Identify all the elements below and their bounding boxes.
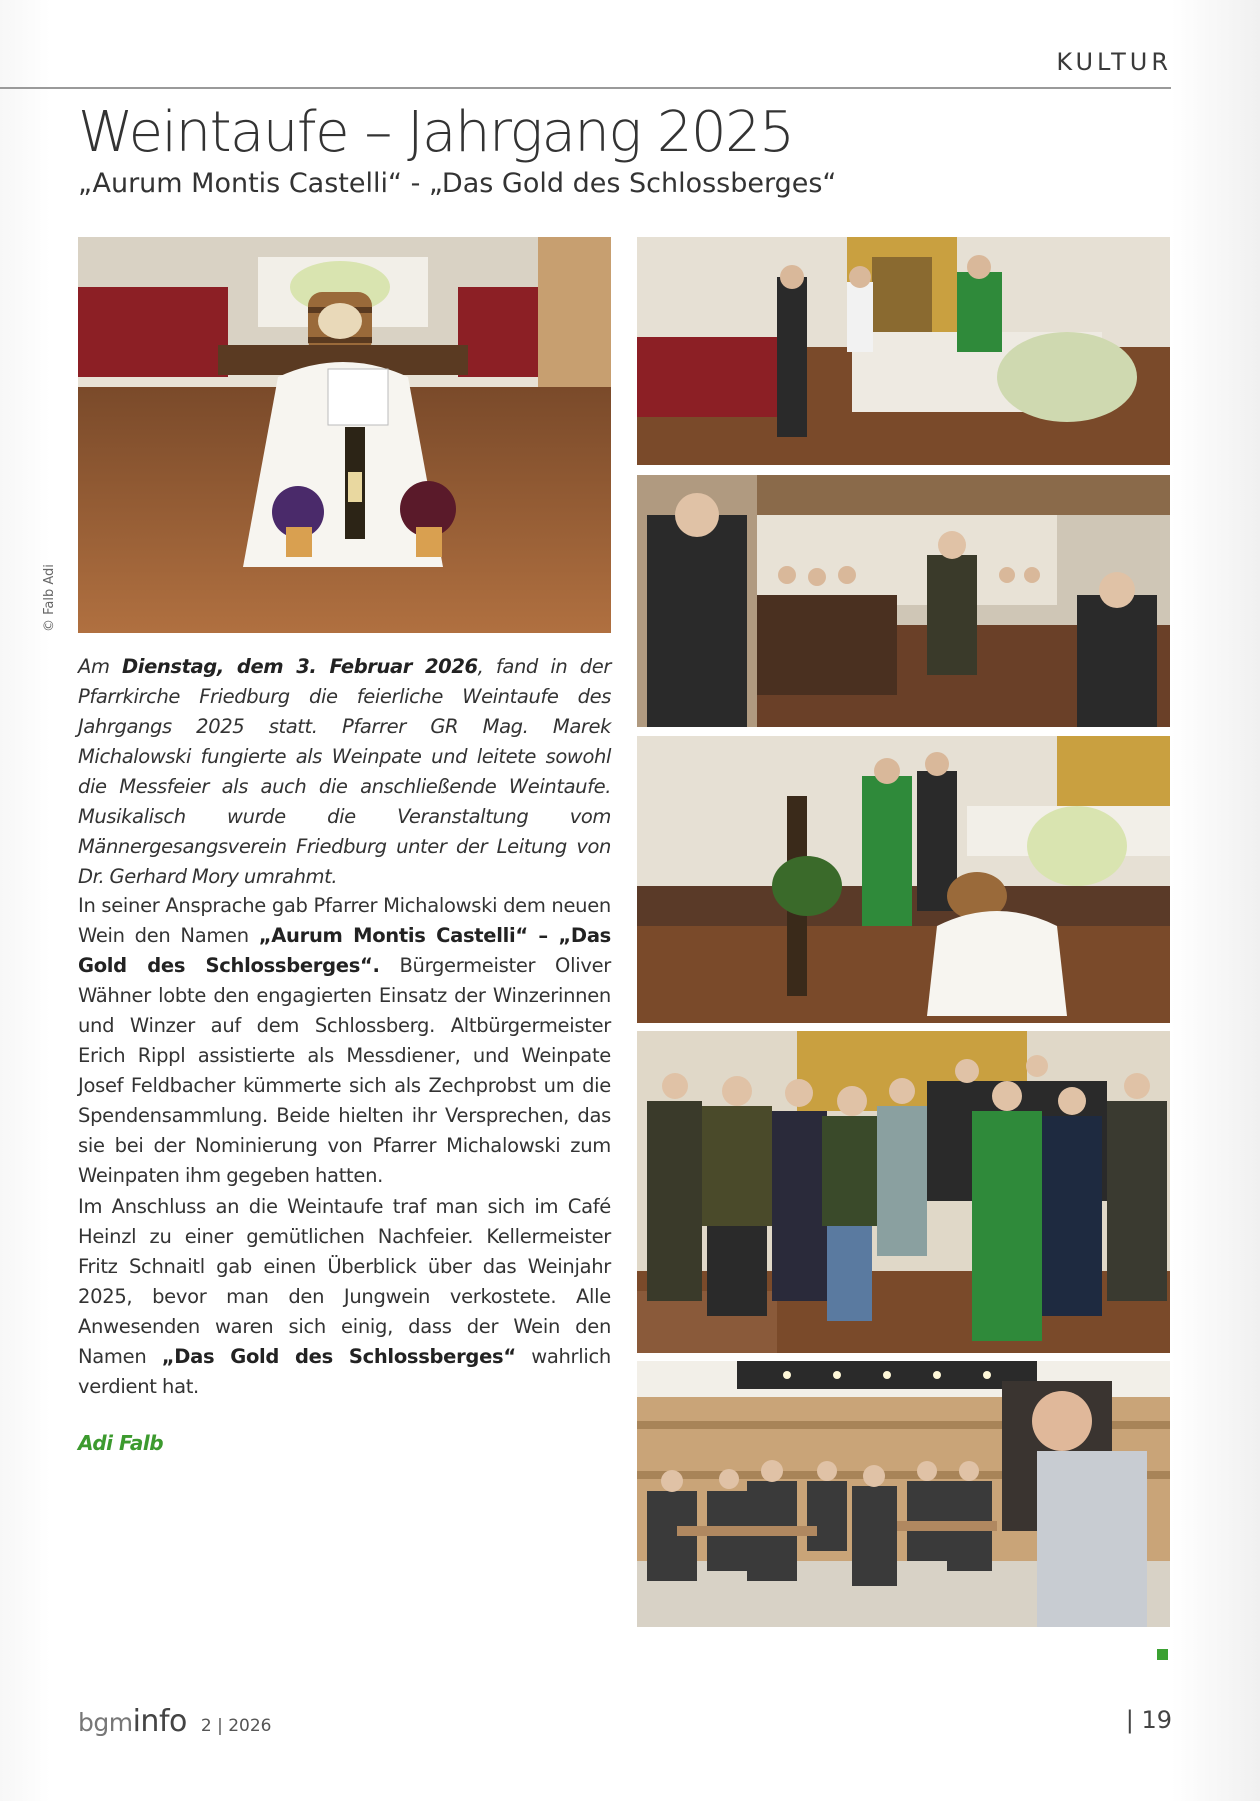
photo-wine-barrel-altar	[78, 237, 611, 633]
paragraph-speech	[78, 891, 611, 1191]
header-rule	[0, 87, 1171, 89]
issue-number: 2 | 2026	[200, 1716, 272, 1736]
section-label: KULTUR	[1056, 48, 1172, 76]
photo-group	[637, 1031, 1170, 1353]
brand-part-info: info	[132, 1704, 187, 1739]
text-span: Im Anschluss an die Weintaufe traf man sich im Café Heinzl zu einer gemütlichen Nachfeier. Kellermeister Fritz Schnaitl gab einen Überblick über das Weinjahr 2025, bevor man den Jungwein verkostete. Alle Anwesenden waren sich einig, dass der Wein den Namen	[78, 1195, 611, 1368]
photo-altar-ceremony	[637, 237, 1170, 465]
author-name: Adi Falb	[78, 1431, 164, 1455]
brand-part-bgm: bgm	[78, 1708, 133, 1737]
bold-wine-name: „Das Gold des Schlossberges“	[161, 1345, 516, 1368]
photo-credit: © Falb Adi	[42, 564, 57, 632]
text-span: In seiner Ansprache gab Pfarrer Michalowski dem neuen Wein den Namen	[78, 894, 611, 947]
photo-church-nave	[637, 475, 1170, 727]
end-of-article-square-icon	[1157, 1649, 1168, 1660]
text-span: Am	[78, 655, 122, 678]
page-number: | 19	[1125, 1706, 1172, 1734]
photo-cafe-celebration	[637, 1361, 1170, 1627]
bold-wine-name: „Aurum Montis Castelli“ – „Das Gold des Schlossberges“.	[78, 924, 611, 977]
text-span: , fand in der Pfarrkirche Friedburg die feierliche Weintaufe des Jahrgangs 2025 statt. Pfarrer GR Mag. Marek Michalowski fungierte als Weinpate und leitete sowohl die Messfeier als auch die anschließende Weintaufe. Musikalisch wurde die Veranstaltung vom Männergesangsverein Friedburg unter der Leitung von Dr. Gerhard Mory umrahmt.	[78, 655, 611, 888]
article-title: Weintaufe – Jahrgang 2025	[78, 100, 794, 165]
paragraph-intro	[78, 652, 611, 892]
bold-date: Dienstag, dem 3. Februar 2026	[122, 655, 478, 678]
text-span: Bürgermeister Oliver Wähner lobte den engagierten Einsatz der Winzerinnen und Winzer auf dem Schlossberg. Altbürgermeister Erich Rippl assistierte als Messdiener, und Weinpate Josef Feldbacher kümmerte sich als Zechprobst um die Spendensammlung. Beide hielten ihr Versprechen, das sie bei der Nominierung von Pfarrer Michalowski zum Weinpaten ihm gegeben hatten.	[78, 954, 611, 1187]
paragraph-afterparty	[78, 1192, 611, 1402]
photo-barrel-blessing	[637, 736, 1170, 1023]
text-span: wahrlich verdient hat.	[78, 1345, 611, 1398]
footer-brand	[78, 1704, 271, 1739]
article-subtitle: „Aurum Montis Castelli“ - „Das Gold des Schlossberges“	[78, 168, 837, 199]
